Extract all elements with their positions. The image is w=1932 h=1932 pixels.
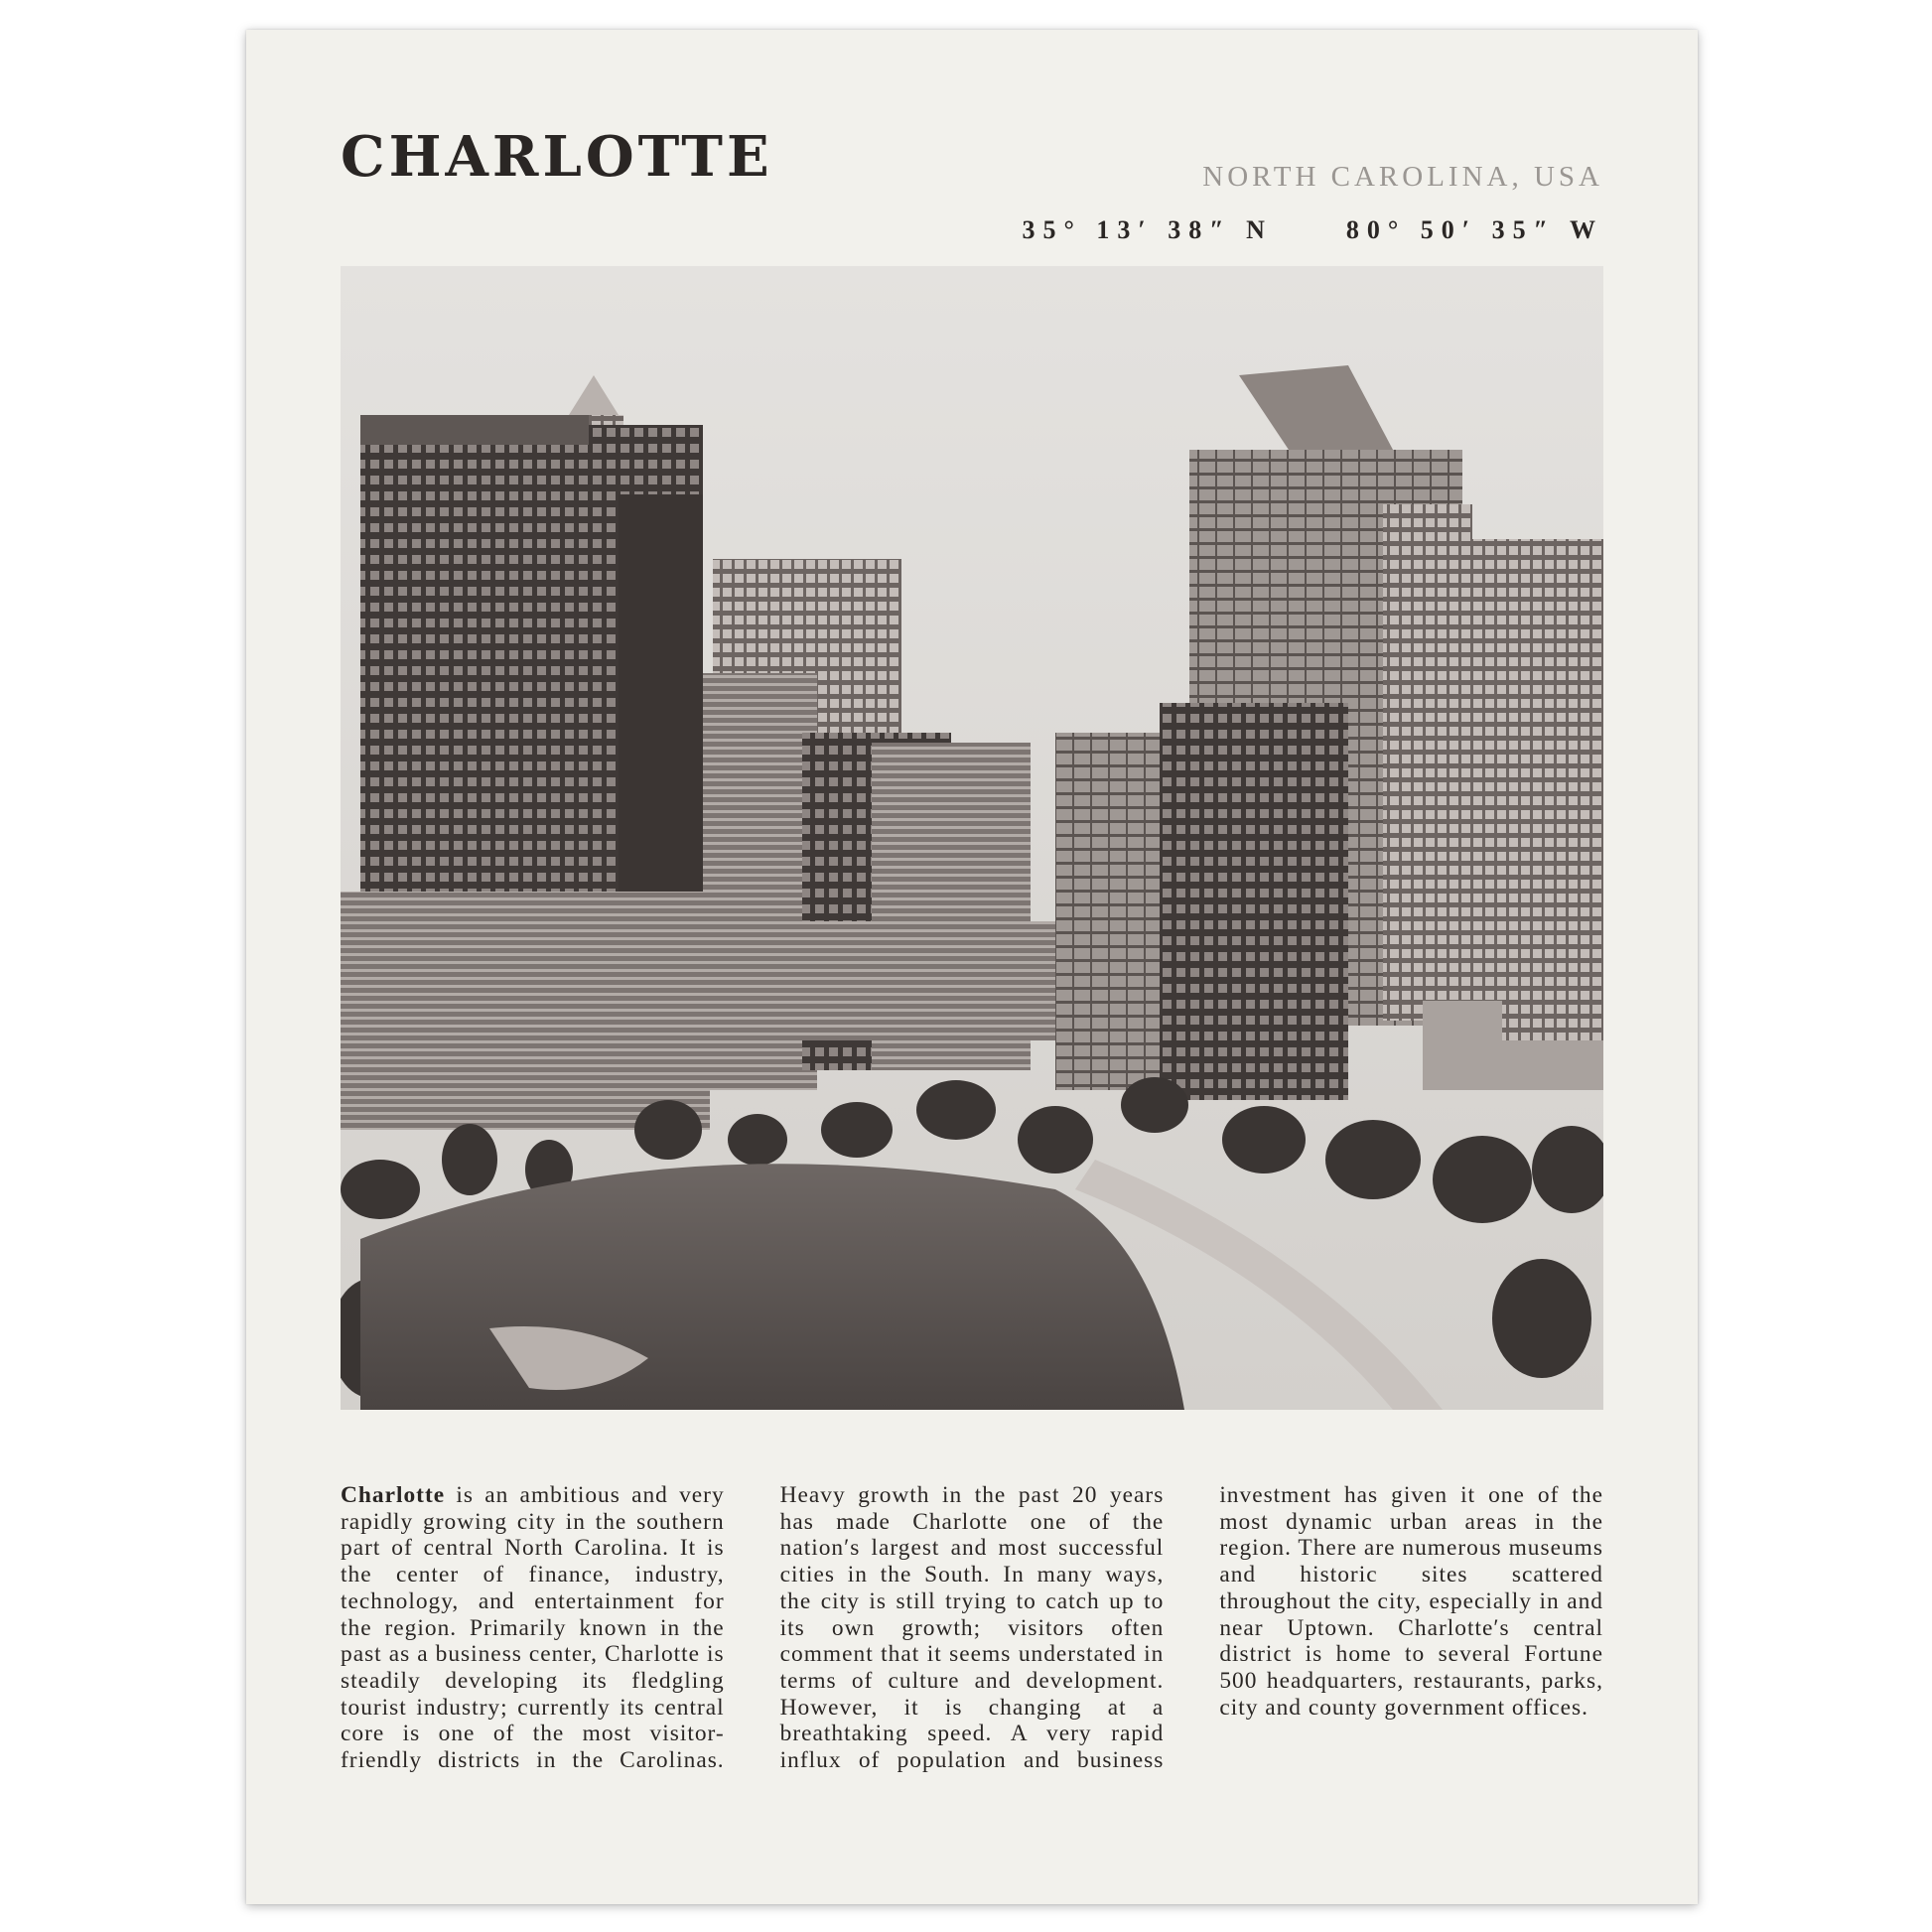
description: [341, 1482, 1603, 1780]
coordinates: [1023, 217, 1603, 243]
description-lead: Charlotte: [341, 1482, 446, 1508]
latitude: 35° 13′ 38″ N: [1022, 215, 1273, 244]
city-title: CHARLOTTE: [341, 124, 773, 190]
region-label: NORTH CAROLINA, USA: [1202, 161, 1603, 193]
longitude: 80° 50′ 35″ W: [1345, 215, 1603, 244]
description-body: is an ambitious and very rapidly growing city in the southern part of central North Carolina. It is the center of finance, industry, technology, and entertainment for the region. Primarily known in the past as a business center, Charlotte is steadily developing its fledgling tourist industry; currently its central core is one of the most visitor-friendly districts in the Carolinas. Heavy growth in the past 20 years has made Charlotte one of the nation′s largest and most successful cities in the South. In many ways, the city is still trying to catch up to its own growth; visitors often comment that it seems understated in terms of culture and development. However, it is changing at a breathtaking speed. A very rapid influx of population and business investment has given it one of the most dynamic urban areas in the region. There are numerous museums and historic sites scattered throughout the city, especially in and near Uptown. Charlotte′s central district is home to several Fortune 500 headquarters, restaurants, parks, city and county government offices.: [341, 1482, 1603, 1774]
skyline-photo: [341, 266, 1603, 1410]
skyline-illustration: [341, 266, 1603, 1410]
poster: [246, 30, 1698, 1904]
